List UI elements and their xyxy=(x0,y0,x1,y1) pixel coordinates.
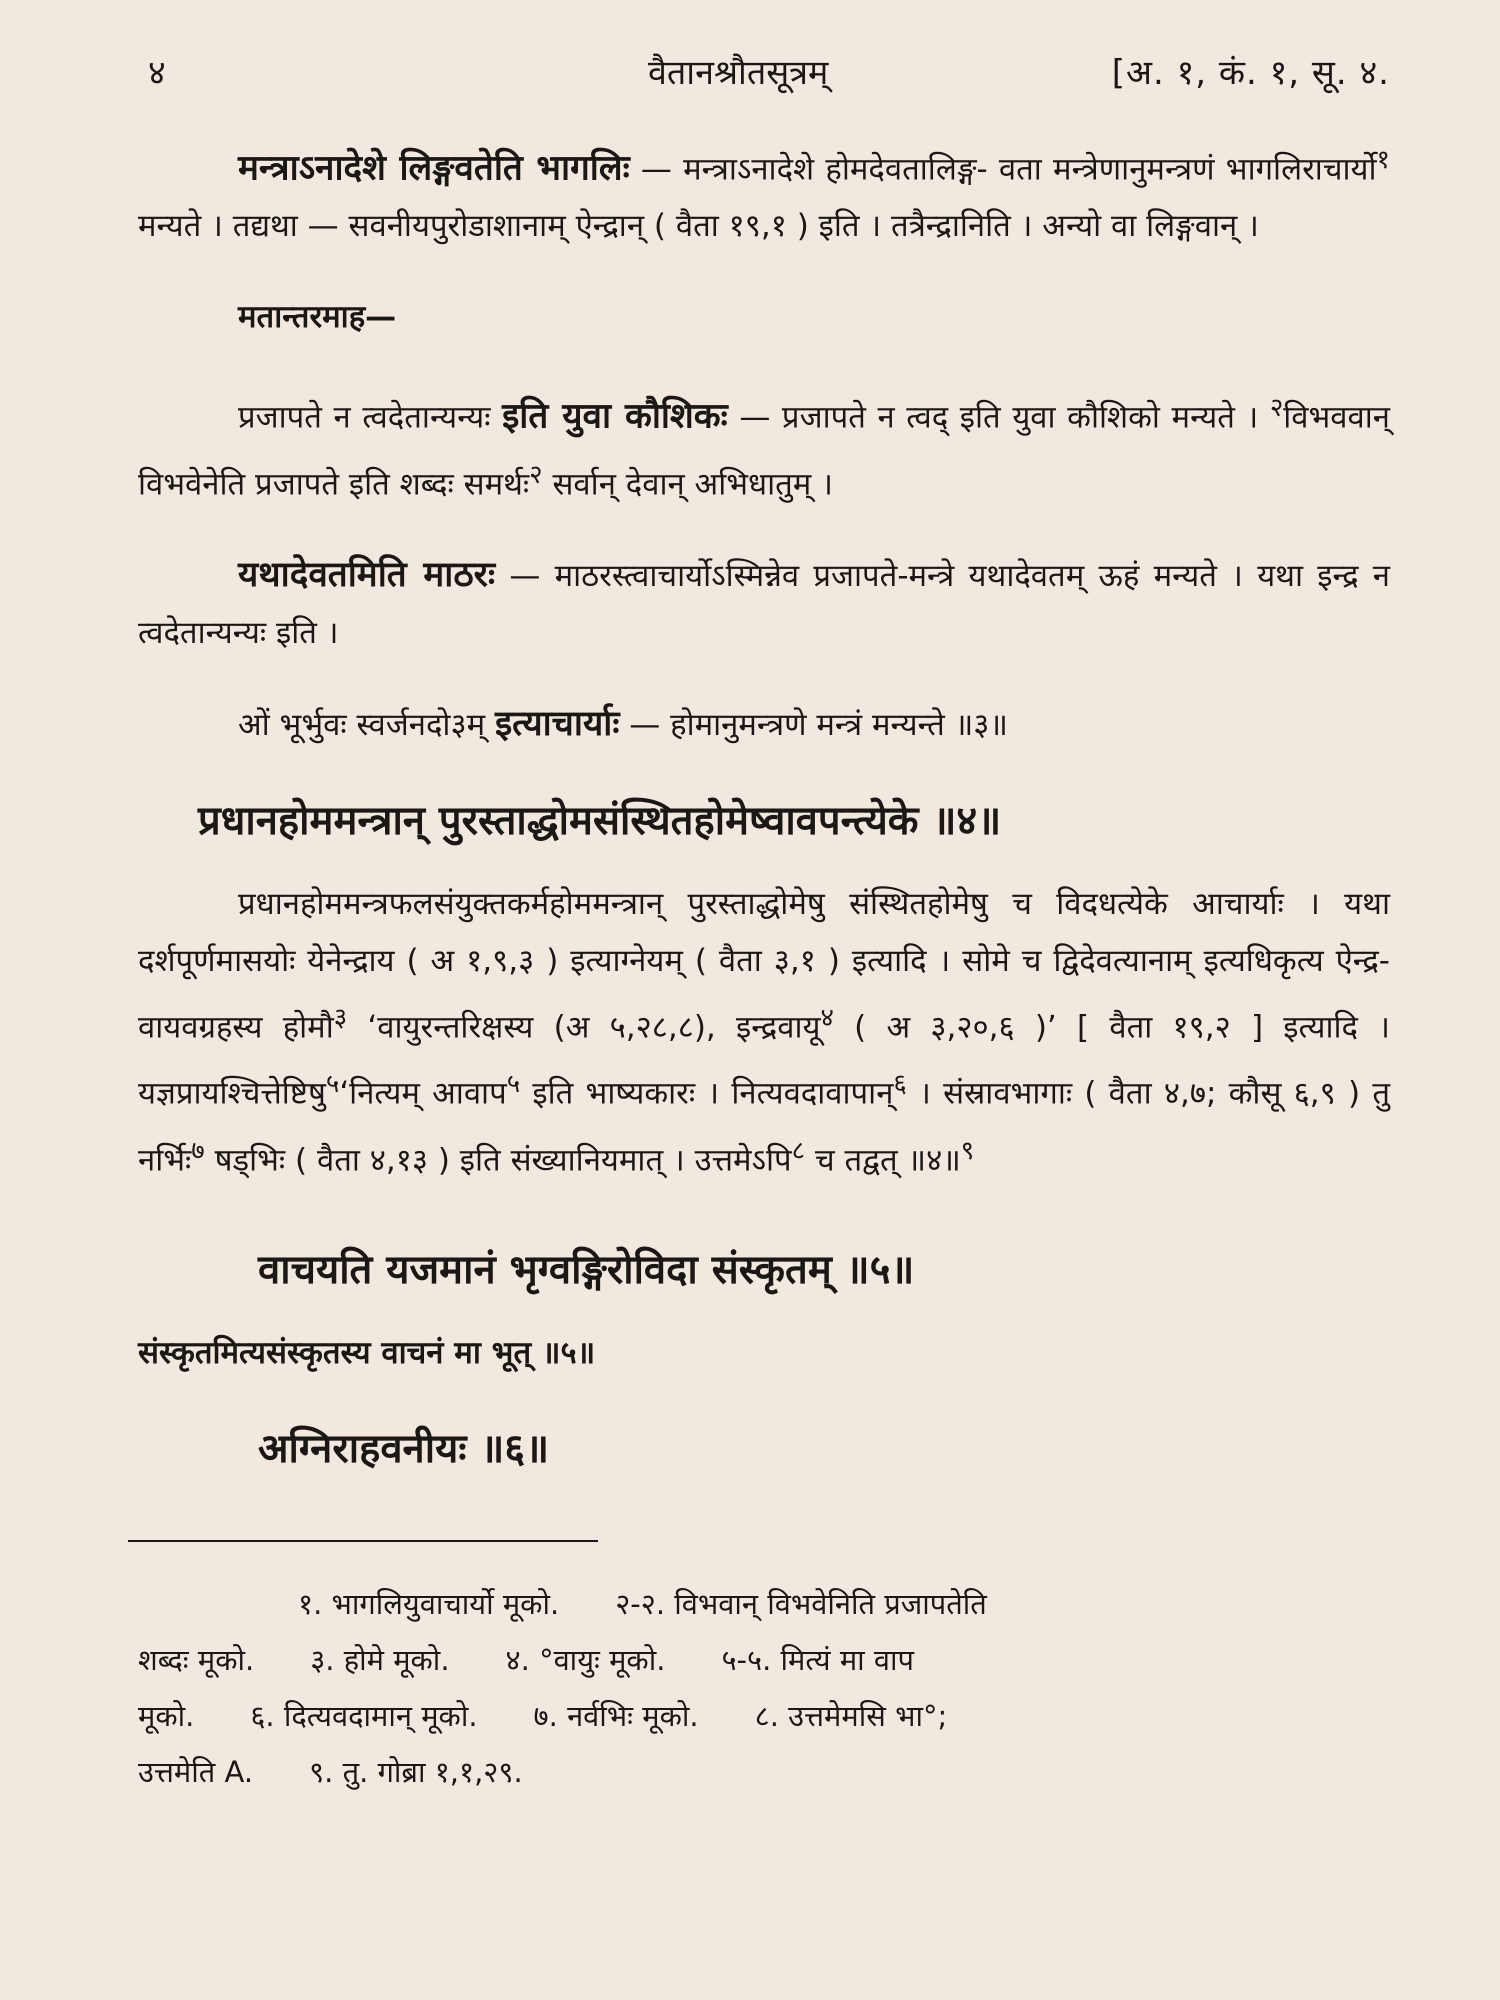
footnote-8-continued: उत्तमेति A. xyxy=(138,1754,254,1789)
footnote-7: ७. नर्वभिः मूको. xyxy=(533,1698,699,1733)
commentary-text: ऐन्द्रान् ( वैता १९,१ ) इति । तत्रैन्द्रानिति । अन्यो वा लिङ्गवान् । xyxy=(575,208,1259,245)
commentary-paragraph-5 xyxy=(138,696,1390,754)
quoted-sutra-text: यथादेवतमिति माठरः xyxy=(238,554,496,595)
commentary-text: मन्यन्ते ॥३॥ xyxy=(871,706,1008,743)
quoted-sutra-text: इति युवा कौशिकः xyxy=(502,396,728,437)
running-title: वैतानश्रौतसूत्रम् xyxy=(648,53,829,93)
commentary-text: ‘वायुरन्तरिक्षस्य (अ ५,२८,८), इन्द्रवायू xyxy=(347,1009,821,1046)
commentary-text: [ वैता १९,२ ] इत्यादि । यज्ञप्रायश्चित्तेष्टिषु xyxy=(138,1009,1390,1112)
footnote-marker: ९ xyxy=(960,1135,975,1166)
footnote-6: ६. दित्यवदामान् मूको. xyxy=(250,1698,478,1733)
commentary-text: प्रधानहोममन्त्रफलसंयुक्तकर्महोममन्त्रान् पुरस्ताद्धोमेषु संस्थितहोमेषु च xyxy=(238,885,1032,922)
footnote-5: ५-५. मित्यं मा वाप xyxy=(721,1642,914,1677)
footnote-marker: १ xyxy=(1376,145,1390,175)
quoted-sutra-text: मन्त्राऽनादेशे लिङ्गवतेति भागलिः xyxy=(238,148,630,189)
footnote-marker: ८ xyxy=(791,1135,806,1166)
footnote-4: ४. °वायुः मूको. xyxy=(505,1642,666,1677)
commentary-text: — प्रजापते न त्वद् इति xyxy=(727,399,1001,436)
commentary-text: षड्भिः xyxy=(204,1141,286,1178)
commentary-text: संस्कृतमित्यसंस्कृतस्य वाचनं मा भूत् ॥५॥ xyxy=(138,1334,596,1371)
commentary-text: ( वैता ४,१३ ) इति संख्यानियमात् । उत्तमेऽपि xyxy=(295,1141,792,1178)
commentary-text: — माठरस्त्वाचार्योऽस्मिन्नेव प्रजापते-मन्त्रे xyxy=(495,557,955,594)
commentary-text: ( अ ३,२०,६ )’ xyxy=(833,1009,1057,1046)
footnote-line xyxy=(138,1632,1390,1688)
footnote-5-continued: मूको. xyxy=(138,1698,195,1733)
commentary-paragraph-2 xyxy=(138,289,1390,346)
page-number: ४ xyxy=(148,53,166,93)
commentary-text: — होमानुमन्त्रणे मन्त्रं xyxy=(619,706,863,743)
commentary-text: मतान्तरमाह— xyxy=(238,299,397,336)
commentary-text: ओं भूर्भुवः स्वर्जनदो३म् xyxy=(238,706,495,743)
footnote-marker: २ xyxy=(1269,393,1284,424)
commentary-text: च तद्वत् ॥४॥ xyxy=(805,1141,961,1178)
commentary-text: विभववान् विभवेनेति प्रजापते इति शब्दः समर्थः xyxy=(138,399,1391,502)
section-reference: [अ. १, कं. १, सू. ४. xyxy=(1111,53,1390,93)
footnote-2: २-२. विभवान् विभवेनिति प्रजापतेति xyxy=(615,1586,987,1621)
commentary-text: प्रजापते न त्वदेतान्यन्यः xyxy=(238,399,503,436)
quoted-sutra-text: इत्याचार्याः xyxy=(494,703,620,744)
footnote-3: ३. होमे मूको. xyxy=(310,1642,450,1677)
commentary-text: सर्वान् देवान् अभिधातुम् । xyxy=(552,465,833,502)
footnote-1: १. भागलियुवाचार्यो मूको. xyxy=(298,1586,560,1621)
footnote-9: ९. तु. गोब्रा १,१,२९. xyxy=(309,1754,523,1789)
commentary-paragraph-6 xyxy=(138,876,1390,1189)
footnote-marker: ५ xyxy=(325,1069,340,1100)
commentary-text: इति भाष्यकारः । xyxy=(520,1075,720,1112)
footnote-divider xyxy=(128,1540,598,1542)
footnote-marker: ६ xyxy=(893,1069,907,1100)
footnote-marker: ४ xyxy=(820,1002,834,1033)
page-header xyxy=(138,40,1390,110)
footnotes xyxy=(138,1576,1390,1800)
commentary-paragraph-4 xyxy=(138,547,1390,662)
commentary-text: युवा कौशिको मन्यते । xyxy=(1012,399,1270,436)
commentary-paragraph-1 xyxy=(138,132,1390,255)
commentary-text: नित्यवदावापान् xyxy=(731,1075,894,1112)
commentary-text: विदधत्येके आचार्याः । यथा दर्शपूर्णमासयोः येनेन्द्राय ( अ १,९,३ ) xyxy=(138,885,1390,979)
commentary-text: इत्याग्नेयम् ( वैता ३,१ ) इत्यादि । सोमे च द्विदेवत्यानाम् इत्यधिकृत्य ऐन्द्र- xyxy=(570,942,1390,979)
footnote-2-continued: शब्दः मूको. xyxy=(138,1642,255,1677)
sutra-4: प्रधानहोममन्त्रान् पुरस्ताद्धोमसंस्थितहोमेष्वावपन्त्येके ॥४॥ xyxy=(198,797,1002,844)
commentary-text: वता मन्त्रेणानुमन्त्रणं भागलिराचार्यो xyxy=(998,151,1377,188)
footnote-8: ८. उत्तमेमसि भा°; xyxy=(754,1698,948,1733)
sutra-6: अग्निराहवनीयः ॥६॥ xyxy=(258,1425,550,1472)
footnote-marker: २ xyxy=(529,459,543,490)
commentary-paragraph-3 xyxy=(138,380,1390,513)
footnote-line xyxy=(138,1688,1390,1744)
footnote-marker: ७ xyxy=(191,1135,205,1166)
footnote-marker: ३ xyxy=(333,1002,348,1033)
commentary-text: ‘नित्यम् आवाप xyxy=(339,1075,507,1112)
commentary-text: वायवग्रहस्य होमौ xyxy=(138,1009,334,1046)
footnote-line xyxy=(138,1576,1390,1632)
commentary-paragraph-7 xyxy=(138,1325,1390,1382)
commentary-text: यथादेवतम् ऊहं मन्यते । यथा इन्द्र न त्वदेतान्यन्यः इति । xyxy=(138,557,1391,651)
commentary-text: — मन्त्राऽनादेशे होमदेवतालिङ्ग- xyxy=(629,151,988,188)
sutra-5: वाचयति यजमानं भृग्वङ्गिरोविदा संस्कृतम् ॥५॥ xyxy=(258,1246,915,1293)
footnote-marker: ५ xyxy=(506,1069,521,1100)
commentary-text: । संस्रावभागाः ( वैता ४,७; कौसू ६,९ ) तु नर्भिः xyxy=(138,1075,1390,1178)
footnote-line xyxy=(138,1744,1390,1800)
commentary-text: मन्यते । तद्यथा — सवनीयपुरोडाशानाम् xyxy=(138,208,566,245)
